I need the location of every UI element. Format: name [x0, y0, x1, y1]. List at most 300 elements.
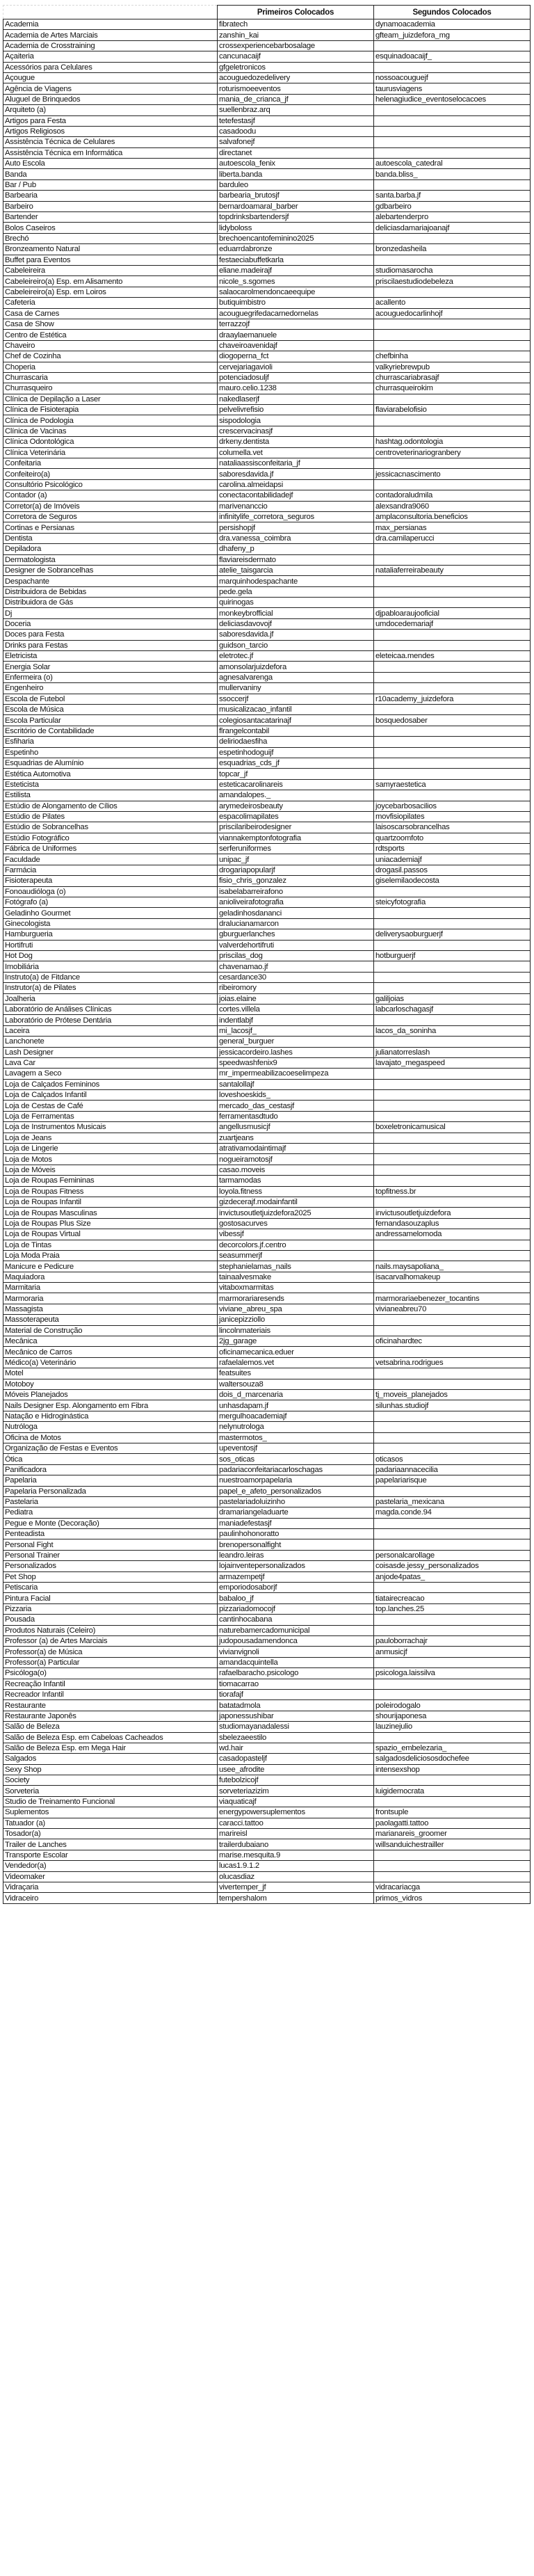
category-cell: Lava Car: [3, 1057, 218, 1068]
second-place-cell: nossoacouguejf: [374, 72, 531, 83]
category-cell: Joalheria: [3, 993, 218, 1004]
category-cell: Distribuidora de Gás: [3, 598, 218, 608]
category-cell: Escola Particular: [3, 715, 218, 726]
table-row: [3, 1454, 531, 1464]
first-place-cell: acouguegrifedacarnedornelas: [218, 308, 374, 319]
second-place-cell: [374, 1368, 531, 1379]
first-place-cell: tiomacarrao: [218, 1679, 374, 1689]
category-cell: Salão de Beleza: [3, 1722, 218, 1732]
first-place-cell: lucas1.9.1.2: [218, 1861, 374, 1871]
second-place-cell: lauzinejulio: [374, 1722, 531, 1732]
table-row: [3, 908, 531, 918]
table-row: [3, 1625, 531, 1635]
category-cell: Auto Escola: [3, 159, 218, 169]
category-cell: Organização de Festas e Eventos: [3, 1443, 218, 1453]
first-place-cell: cesardance30: [218, 972, 374, 982]
table-row: [3, 340, 531, 351]
second-place-cell: [374, 1315, 531, 1325]
category-cell: Society: [3, 1775, 218, 1786]
first-place-cell: valverdehortifruti: [218, 940, 374, 950]
second-place-cell: tiatairecreacao: [374, 1593, 531, 1603]
table-row: [3, 287, 531, 297]
table-row: [3, 918, 531, 929]
category-cell: Lavagem a Seco: [3, 1069, 218, 1079]
second-place-cell: [374, 1443, 531, 1453]
first-place-cell: flrangelcontabil: [218, 726, 374, 736]
category-cell: Panificadora: [3, 1464, 218, 1475]
table-row: [3, 608, 531, 618]
table-body: [3, 19, 531, 1904]
category-cell: Engenheiro: [3, 683, 218, 694]
category-cell: Barbeiro: [3, 201, 218, 211]
category-cell: Professor(a) Particular: [3, 1657, 218, 1667]
second-place-cell: [374, 576, 531, 586]
category-cell: Imobiliária: [3, 961, 218, 972]
category-cell: Manicure e Pedicure: [3, 1261, 218, 1272]
header-first-place: Primeiros Colocados: [218, 6, 374, 19]
table-row: [3, 726, 531, 736]
second-place-cell: [374, 137, 531, 147]
table-row: [3, 833, 531, 843]
second-place-cell: [374, 983, 531, 993]
category-cell: Consultório Psicológico: [3, 479, 218, 490]
category-cell: Marmoraria: [3, 1293, 218, 1304]
first-place-cell: paulinhohonoratto: [218, 1529, 374, 1539]
table-row: [3, 811, 531, 822]
category-cell: Loja de Ferramentas: [3, 1111, 218, 1121]
category-cell: Artigos para Festa: [3, 115, 218, 126]
category-cell: Salão de Beleza Esp. em Mega Hair: [3, 1743, 218, 1753]
category-cell: Massagista: [3, 1304, 218, 1314]
category-cell: Estúdio Fotográfico: [3, 833, 218, 843]
category-cell: Pizzaria: [3, 1603, 218, 1614]
second-place-cell: [374, 1689, 531, 1699]
second-place-cell: primos_vidros: [374, 1893, 531, 1903]
table-row: [3, 1186, 531, 1197]
first-place-cell: futebolzicojf: [218, 1775, 374, 1786]
category-cell: Esfiharia: [3, 737, 218, 747]
category-cell: Brechó: [3, 233, 218, 243]
category-cell: Cabeleireiro(a) Esp. em Alisamento: [3, 276, 218, 287]
second-place-cell: [374, 672, 531, 682]
second-place-cell: lavajato_megaspeed: [374, 1057, 531, 1068]
table-row: [3, 950, 531, 961]
second-place-cell: [374, 1176, 531, 1186]
category-cell: Academia de Artes Marciais: [3, 30, 218, 40]
category-cell: Cabeleireiro(a) Esp. em Loiros: [3, 287, 218, 297]
category-cell: Centro de Estética: [3, 330, 218, 340]
second-place-cell: laisoscarsobrancelhas: [374, 822, 531, 833]
table-row: [3, 147, 531, 158]
table-row: [3, 105, 531, 115]
table-row: [3, 1144, 531, 1154]
second-place-cell: [374, 479, 531, 490]
first-place-cell: papel_e_afeto_personalizados: [218, 1486, 374, 1496]
first-place-cell: liberta.banda: [218, 169, 374, 179]
table-row: [3, 533, 531, 543]
category-cell: Médico(a) Veterinário: [3, 1357, 218, 1368]
second-place-cell: fernandasouzaplus: [374, 1218, 531, 1229]
first-place-cell: unhasdapam.jf: [218, 1400, 374, 1411]
table-row: [3, 1807, 531, 1818]
table-row: [3, 330, 531, 340]
table-row: [3, 1165, 531, 1175]
table-row: [3, 1893, 531, 1903]
first-place-cell: persishopjf: [218, 522, 374, 533]
second-place-cell: [374, 1379, 531, 1389]
second-place-cell: topfitness.br: [374, 1186, 531, 1197]
second-place-cell: salgadosdeliciososdochefee: [374, 1754, 531, 1764]
table-row: [3, 1635, 531, 1646]
second-place-cell: joycebarbosacilios: [374, 801, 531, 811]
table-row: [3, 1486, 531, 1496]
category-cell: Energia Solar: [3, 662, 218, 672]
second-place-cell: movfisiopilates: [374, 811, 531, 822]
first-place-cell: geladinhosdananci: [218, 908, 374, 918]
second-place-cell: pastelaria_mexicana: [374, 1496, 531, 1507]
first-place-cell: mr_impermeabilizacoeselimpeza: [218, 1069, 374, 1079]
first-place-cell: batatadmola: [218, 1700, 374, 1711]
first-place-cell: marquinhodespachante: [218, 576, 374, 586]
table-row: [3, 137, 531, 147]
second-place-cell: [374, 1165, 531, 1175]
first-place-cell: unipac_jf: [218, 854, 374, 865]
second-place-cell: [374, 147, 531, 158]
category-cell: Vidraceiro: [3, 1893, 218, 1903]
first-place-cell: casao.moveis: [218, 1165, 374, 1175]
second-place-cell: [374, 1101, 531, 1111]
table-row: [3, 223, 531, 233]
first-place-cell: deliciasdavovojf: [218, 618, 374, 629]
category-cell: Mecânico de Carros: [3, 1347, 218, 1357]
second-place-cell: [374, 747, 531, 758]
table-row: [3, 437, 531, 447]
second-place-cell: frontsuple: [374, 1807, 531, 1818]
category-cell: Despachante: [3, 576, 218, 586]
table-row: [3, 1593, 531, 1603]
first-place-cell: deliriodaesfiha: [218, 737, 374, 747]
second-place-cell: vetsabrina.rodrigues: [374, 1357, 531, 1368]
second-place-cell: [374, 886, 531, 897]
first-place-cell: sos_oticas: [218, 1454, 374, 1464]
first-place-cell: cervejariagavioli: [218, 362, 374, 372]
category-cell: Produtos Naturais (Celeiro): [3, 1625, 218, 1635]
category-cell: Buffet para Eventos: [3, 255, 218, 265]
table-row: [3, 1218, 531, 1229]
table-row: [3, 469, 531, 479]
table-row: [3, 1786, 531, 1796]
second-place-cell: banda.bliss_: [374, 169, 531, 179]
first-place-cell: pede.gela: [218, 586, 374, 597]
table-row: [3, 1122, 531, 1133]
category-cell: Professor (a) de Artes Marciais: [3, 1635, 218, 1646]
category-cell: Pegue e Monte (Decoração): [3, 1518, 218, 1528]
table-row: [3, 1539, 531, 1550]
second-place-cell: willsanduichestrailler: [374, 1839, 531, 1850]
category-cell: Bronzeamento Natural: [3, 244, 218, 255]
category-cell: Pet Shop: [3, 1571, 218, 1582]
category-cell: Restaurante Japonês: [3, 1711, 218, 1721]
second-place-cell: amplaconsultoria.beneficios: [374, 511, 531, 522]
first-place-cell: drogariapopularjf: [218, 865, 374, 875]
table-row: [3, 212, 531, 223]
category-cell: Drinks para Festas: [3, 640, 218, 650]
table-row: [3, 1764, 531, 1775]
second-place-cell: deliverysaoburguerjf: [374, 929, 531, 940]
table-row: [3, 511, 531, 522]
table-row: [3, 544, 531, 554]
table-row: [3, 822, 531, 833]
table-row: [3, 479, 531, 490]
second-place-cell: [374, 1154, 531, 1165]
table-row: [3, 694, 531, 704]
second-place-cell: [374, 908, 531, 918]
table-row: [3, 1850, 531, 1860]
second-place-cell: invictusoutletjuizdefora: [374, 1208, 531, 1218]
category-cell: Esteticista: [3, 779, 218, 790]
second-place-cell: eleteicaa.mendes: [374, 651, 531, 662]
first-place-cell: naturebamercadomunicipal: [218, 1625, 374, 1635]
second-place-cell: [374, 426, 531, 436]
table-row: [3, 972, 531, 982]
category-cell: Loja Moda Praia: [3, 1250, 218, 1261]
first-place-cell: ferramentasdtudo: [218, 1111, 374, 1121]
table-row: [3, 1154, 531, 1165]
category-cell: Arquiteto (a): [3, 105, 218, 115]
category-cell: Motel: [3, 1368, 218, 1379]
first-place-cell: suellenbraz.arq: [218, 105, 374, 115]
category-cell: Laboratório de Análises Clínicas: [3, 1004, 218, 1014]
second-place-cell: santa.barba.jf: [374, 191, 531, 201]
table-row: [3, 993, 531, 1004]
first-place-cell: amonsolarjuizdefora: [218, 662, 374, 672]
table-row: [3, 383, 531, 394]
table-row: [3, 405, 531, 415]
table-row: [3, 737, 531, 747]
category-cell: Tatuador (a): [3, 1818, 218, 1828]
first-place-cell: sbelezaeestilo: [218, 1732, 374, 1743]
second-place-cell: [374, 961, 531, 972]
first-place-cell: speedwashfenix9: [218, 1057, 374, 1068]
first-place-cell: nelynutrologa: [218, 1422, 374, 1432]
second-place-cell: [374, 1037, 531, 1047]
table-row: [3, 1775, 531, 1786]
second-place-cell: [374, 115, 531, 126]
first-place-cell: oficinamecanica.eduer: [218, 1347, 374, 1357]
second-place-cell: umdocedemariajf: [374, 618, 531, 629]
category-cell: Bar / Pub: [3, 179, 218, 190]
category-cell: Cortinas e Persianas: [3, 522, 218, 533]
category-cell: Studio de Treinamento Funcional: [3, 1796, 218, 1807]
second-place-cell: [374, 1069, 531, 1079]
category-cell: Clínica de Fisioterapia: [3, 405, 218, 415]
second-place-cell: acallento: [374, 298, 531, 308]
first-place-cell: nogueiramotosjf: [218, 1154, 374, 1165]
second-place-cell: [374, 1679, 531, 1689]
second-place-cell: [374, 1657, 531, 1667]
table-row: [3, 1336, 531, 1347]
category-cell: Instrutor(a) de Pilates: [3, 983, 218, 993]
first-place-cell: ssoccerjf: [218, 694, 374, 704]
table-row: [3, 1518, 531, 1528]
table-row: [3, 1111, 531, 1121]
first-place-cell: loyola.fitness: [218, 1186, 374, 1197]
second-place-cell: steicyfotografia: [374, 897, 531, 908]
header-row: [3, 6, 531, 19]
table-row: [3, 983, 531, 993]
category-cell: Chaveiro: [3, 340, 218, 351]
first-place-cell: festaeciabuffetkarla: [218, 255, 374, 265]
category-cell: Ótica: [3, 1454, 218, 1464]
second-place-cell: galiljoias: [374, 993, 531, 1004]
first-place-cell: tiorafajf: [218, 1689, 374, 1699]
table-row: [3, 1550, 531, 1560]
table-row: [3, 1411, 531, 1421]
second-place-cell: nails.maysapoliana_: [374, 1261, 531, 1272]
table-row: [3, 672, 531, 682]
category-cell: Clínica Veterinária: [3, 447, 218, 458]
table-row: [3, 554, 531, 565]
first-place-cell: amandalopes._: [218, 790, 374, 801]
table-row: [3, 1400, 531, 1411]
first-place-cell: drkeny.dentista: [218, 437, 374, 447]
table-row: [3, 1176, 531, 1186]
first-place-cell: chaveiroavenidajf: [218, 340, 374, 351]
category-cell: Suplementos: [3, 1807, 218, 1818]
second-place-cell: max_persianas: [374, 522, 531, 533]
category-cell: Academia: [3, 19, 218, 30]
first-place-cell: loveshoeskids_: [218, 1090, 374, 1101]
category-cell: Fotógrafo (a): [3, 897, 218, 908]
second-place-cell: esquinadoacaijf_: [374, 51, 531, 62]
second-place-cell: nataliaferreirabeauty: [374, 565, 531, 575]
table-row: [3, 1283, 531, 1293]
category-cell: Laceira: [3, 1025, 218, 1036]
second-place-cell: [374, 1529, 531, 1539]
second-place-cell: [374, 790, 531, 801]
second-place-cell: [374, 1325, 531, 1336]
second-place-cell: [374, 1133, 531, 1143]
table-row: [3, 683, 531, 694]
table-row: [3, 865, 531, 875]
category-cell: Lash Designer: [3, 1047, 218, 1057]
table-row: [3, 159, 531, 169]
first-place-cell: dramariangeladuarte: [218, 1507, 374, 1518]
second-place-cell: oticasos: [374, 1454, 531, 1464]
first-place-cell: atrativamodaintimajf: [218, 1144, 374, 1154]
table-row: [3, 897, 531, 908]
table-row: [3, 1293, 531, 1304]
category-cell: Personal Fight: [3, 1539, 218, 1550]
second-place-cell: [374, 1411, 531, 1421]
second-place-cell: [374, 319, 531, 329]
second-place-cell: rdtsports: [374, 844, 531, 854]
first-place-cell: dois_d_marcenaria: [218, 1390, 374, 1400]
category-cell: Vidraçaria: [3, 1882, 218, 1892]
table-row: [3, 191, 531, 201]
first-place-cell: mastermotos_: [218, 1432, 374, 1443]
table-row: [3, 1368, 531, 1379]
table-row: [3, 1229, 531, 1240]
table-row: [3, 179, 531, 190]
first-place-cell: jessicacordeiro.lashes: [218, 1047, 374, 1057]
table-row: [3, 844, 531, 854]
category-cell: Pousada: [3, 1615, 218, 1625]
first-place-cell: esquadrias_cds_jf: [218, 758, 374, 768]
first-place-cell: 2jg_garage: [218, 1336, 374, 1347]
second-place-cell: [374, 1144, 531, 1154]
first-place-cell: decorcolors.jf.centro: [218, 1240, 374, 1250]
table-row: [3, 886, 531, 897]
first-place-cell: potenciadosuljf: [218, 372, 374, 383]
table-row: [3, 1700, 531, 1711]
table-row: [3, 415, 531, 426]
first-place-cell: rafaelbaracho.psicologo: [218, 1668, 374, 1679]
table-row: [3, 876, 531, 886]
first-place-cell: columella.vet: [218, 447, 374, 458]
table-row: [3, 1722, 531, 1732]
table-row: [3, 758, 531, 768]
first-place-cell: cantinhocabana: [218, 1615, 374, 1625]
first-place-cell: colegiosantacatarinajf: [218, 715, 374, 726]
second-place-cell: intensexshop: [374, 1764, 531, 1775]
first-place-cell: babaloo_jf: [218, 1593, 374, 1603]
second-place-cell: helenagiudice_eventoselocacoes: [374, 94, 531, 104]
category-cell: Barbearia: [3, 191, 218, 201]
table-row: [3, 705, 531, 715]
first-place-cell: waltersouza8: [218, 1379, 374, 1389]
category-cell: Fonoaudióloga (o): [3, 886, 218, 897]
second-place-cell: hotburguerjf: [374, 950, 531, 961]
table-row: [3, 1861, 531, 1871]
category-cell: Aluguel de Brinquedos: [3, 94, 218, 104]
first-place-cell: eduarrdabronze: [218, 244, 374, 255]
first-place-cell: rafaelalemos.vet: [218, 1357, 374, 1368]
second-place-cell: psicologa.laissilva: [374, 1668, 531, 1679]
category-cell: Massoterapeuta: [3, 1315, 218, 1325]
first-place-cell: isabelabarreirafono: [218, 886, 374, 897]
table-row: [3, 747, 531, 758]
category-cell: Confeitaria: [3, 458, 218, 469]
table-row: [3, 1208, 531, 1218]
second-place-cell: [374, 255, 531, 265]
category-cell: Assistência Técnica em Informática: [3, 147, 218, 158]
second-place-cell: samyraestetica: [374, 779, 531, 790]
first-place-cell: general_burguer: [218, 1037, 374, 1047]
second-place-cell: churrascariabrasajf: [374, 372, 531, 383]
second-place-cell: [374, 662, 531, 672]
second-place-cell: [374, 630, 531, 640]
second-place-cell: boxeletronicamusical: [374, 1122, 531, 1133]
table-row: [3, 1657, 531, 1667]
first-place-cell: emporiodosaborjf: [218, 1583, 374, 1593]
second-place-cell: gdbarbeiro: [374, 201, 531, 211]
first-place-cell: brechoencantofeminino2025: [218, 233, 374, 243]
table-row: [3, 1025, 531, 1036]
second-place-cell: padariaannacecilia: [374, 1464, 531, 1475]
category-cell: Bartender: [3, 212, 218, 223]
second-place-cell: julianatorreslash: [374, 1047, 531, 1057]
category-cell: Loja de Calçados Femininos: [3, 1079, 218, 1089]
second-place-cell: churrasqueirokim: [374, 383, 531, 394]
category-cell: Loja de Motos: [3, 1154, 218, 1165]
category-cell: Corretora de Seguros: [3, 511, 218, 522]
category-cell: Contador (a): [3, 490, 218, 501]
first-place-cell: espacolimapilates: [218, 811, 374, 822]
second-place-cell: poleirodogalo: [374, 1700, 531, 1711]
first-place-cell: santalollajf: [218, 1079, 374, 1089]
first-place-cell: flaviareisdermato: [218, 554, 374, 565]
